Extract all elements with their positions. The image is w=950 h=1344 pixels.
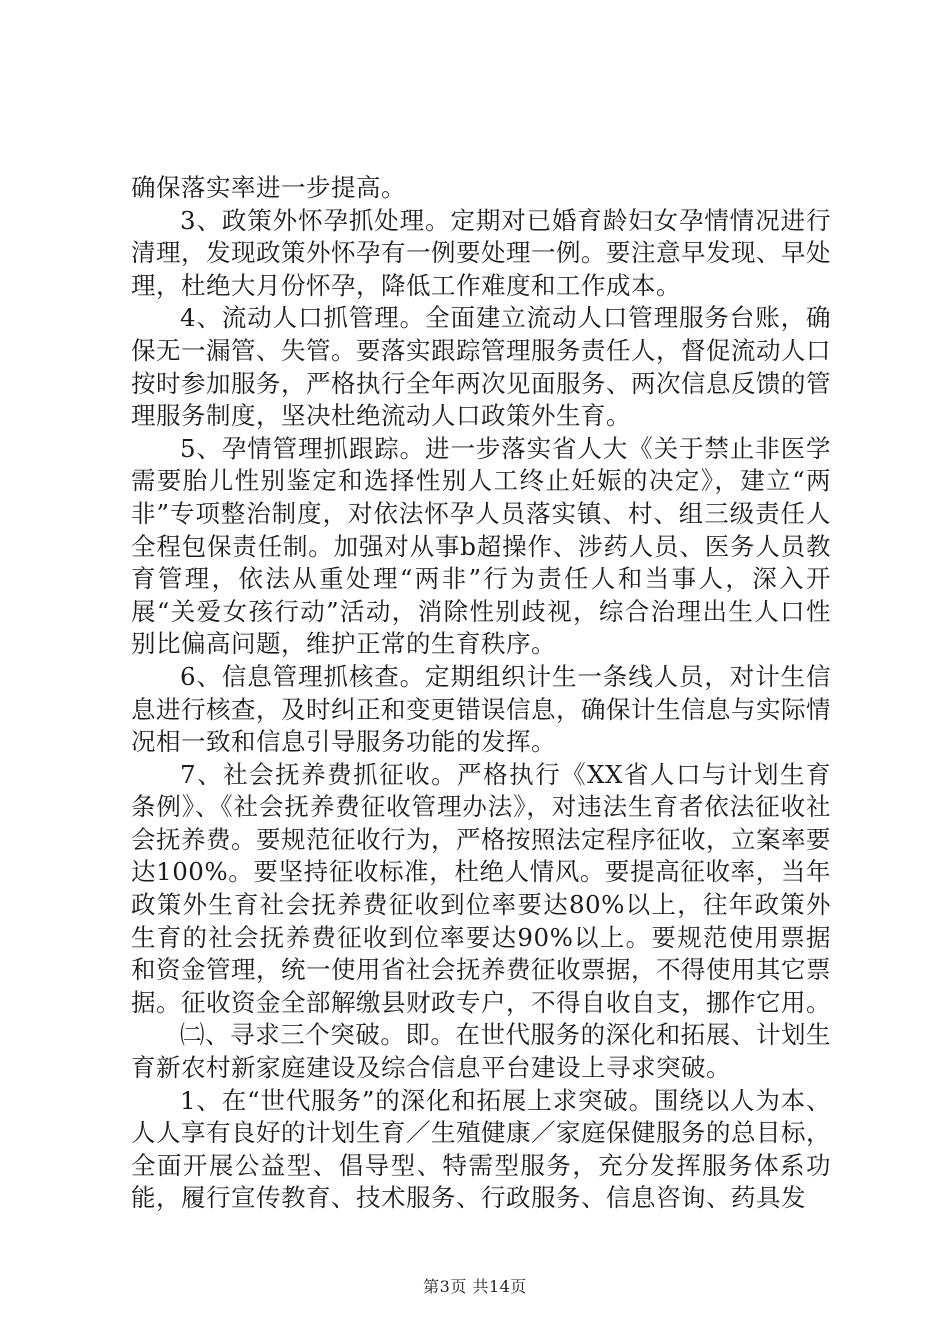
paragraph-item-7: 7、社会抚养费抓征收。严格执行《XX省人口与计划生育条例》、《社会抚养费征收管理办法》，对违法生育者依法征收社会抚养费。要规范征收行为，严格按照法定程序征收，立案率要达100%。要坚持征收标准，杜绝人情风。要提高征收率，当年政策外生育社会抚养费征收到位率要达80%以上，往年政策外生育的社会抚养费征收到位率要达90%以上。要规范使用票据和资金管理，统一使用省社会抚养费征收票据，不得使用其它票据。征收资金全部解缴县财政专户，不得自收自支，挪作它用。: [131, 759, 831, 1017]
page-footer: 第3页 共14页: [423, 1277, 527, 1296]
paragraph-item-5: 5、孕情管理抓跟踪。进一步落实省人大《关于禁止非医学需要胎儿性别鉴定和选择性别人工终止妊娠的决定》，建立“两非”专项整治制度，对依法怀孕人员落实镇、村、组三级责任人全程包保责任制。加强对从事b超操作、涉药人员、医务人员教育管理，依法从重处理“两非”行为责任人和当事人，深入开展“关爱女孩行动”活动，消除性别歧视，综合治理出生人口性别比偏高问题，维护正常的生育秩序。: [131, 433, 831, 659]
paragraph-item-6: 6、信息管理抓核查。定期组织计生一条线人员，对计生信息进行核查，及时纠正和变更错误信息，确保计生信息与实际情况相一致和信息引导服务功能的发挥。: [131, 661, 831, 757]
paragraph-item-4: 4、流动人口抓管理。全面建立流动人口管理服务台账，确保无一漏管、失管。要落实跟踪管理服务责任人，督促流动人口按时参加服务，严格执行全年两次见面服务、两次信息反馈的管理服务制度，坚决杜绝流动人口政策外生育。: [131, 303, 831, 431]
document-body: [131, 172, 831, 1215]
paragraph-item-3: 3、政策外怀孕抓处理。定期对已婚育龄妇女孕情情况进行清理，发现政策外怀孕有一例要处理一例。要注意早发现、早处理，杜绝大月份怀孕，降低工作难度和工作成本。: [131, 205, 831, 300]
paragraph-continuation: 确保落实率进一步提高。: [131, 173, 406, 202]
paragraph-section-2: ㈡、寻求三个突破。即。在世代服务的深化和拓展、计划生育新农村新家庭建设及综合信息平台建设上寻求突破。: [131, 1020, 831, 1083]
paragraph-subitem-1: 1、在“世代服务”的深化和拓展上求突破。围绕以人为本、人人享有良好的计划生育／生殖健康／家庭保健服务的总目标，全面开展公益型、倡导型、特需型服务，充分发挥服务体系功能，履行宣传教育、技术服务、行政服务、信息咨询、药具发: [131, 1085, 831, 1213]
